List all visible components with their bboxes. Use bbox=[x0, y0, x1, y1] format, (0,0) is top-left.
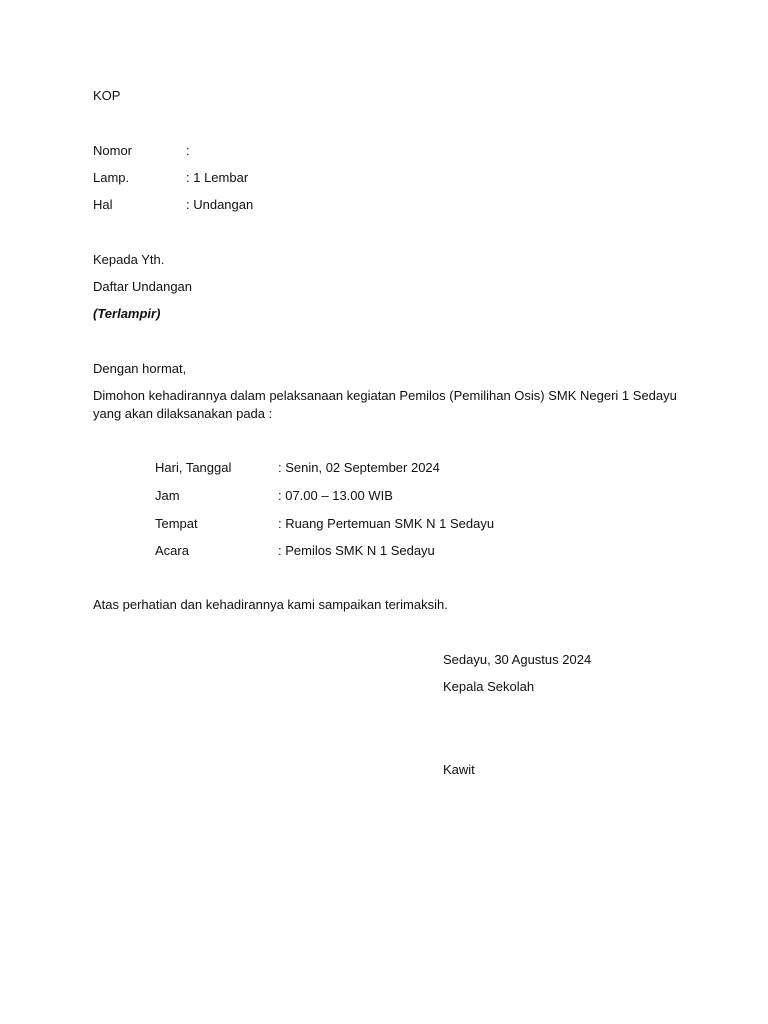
signature-position: Kepala Sekolah bbox=[443, 679, 535, 694]
body-paragraph-line-2: yang akan dilaksanakan pada : bbox=[93, 406, 273, 421]
field-label-hal: Hal bbox=[93, 197, 113, 212]
body-paragraph-line-1: Dimohon kehadirannya dalam pelaksanaan kegiatan Pemilos (Pemilihan Osis) SMK Negeri 1 Sedayu bbox=[93, 388, 677, 403]
field-value-hal: : Undangan bbox=[186, 197, 254, 212]
detail-value-date: : Senin, 02 September 2024 bbox=[278, 460, 440, 475]
closing-sentence: Atas perhatian dan kehadirannya kami sampaikan terimaksih. bbox=[93, 597, 448, 612]
letterhead-placeholder: KOP bbox=[93, 88, 121, 103]
detail-label-date: Hari, Tanggal bbox=[155, 460, 232, 475]
detail-label-time: Jam bbox=[155, 488, 180, 503]
detail-value-place: : Ruang Pertemuan SMK N 1 Sedayu bbox=[278, 516, 495, 531]
signature-place-date: Sedayu, 30 Agustus 2024 bbox=[443, 652, 592, 667]
greeting: Dengan hormat, bbox=[93, 361, 187, 376]
detail-value-event: : Pemilos SMK N 1 Sedayu bbox=[278, 543, 435, 558]
detail-label-event: Acara bbox=[155, 543, 189, 558]
detail-value-time: : 07.00 – 13.00 WIB bbox=[278, 488, 393, 503]
signature-name: Kawit bbox=[443, 762, 475, 777]
field-label-lamp: Lamp. bbox=[93, 170, 130, 185]
field-label-nomor: Nomor bbox=[93, 143, 133, 158]
recipient-name: Daftar Undangan bbox=[93, 279, 193, 294]
recipient-note: (Terlampir) bbox=[93, 306, 161, 321]
field-value-lamp: : 1 Lembar bbox=[186, 170, 249, 185]
detail-label-place: Tempat bbox=[155, 516, 198, 531]
recipient-salutation: Kepada Yth. bbox=[93, 252, 165, 267]
field-value-nomor: : bbox=[186, 143, 190, 158]
